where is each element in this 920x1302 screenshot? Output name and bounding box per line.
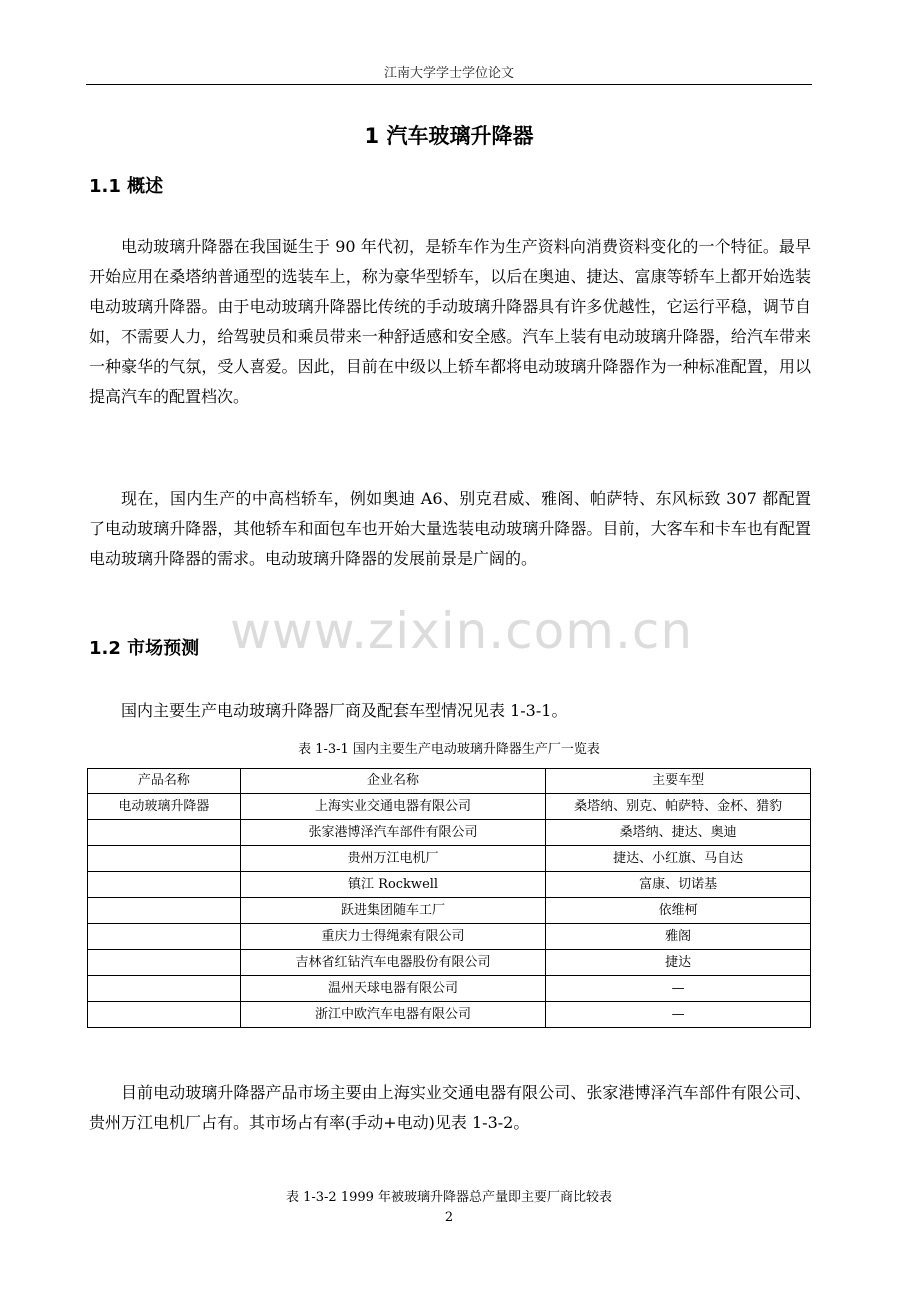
cell-product [88,846,241,872]
overview-paragraph-1: 电动玻璃升降器在我国诞生于 90 年代初，是轿车作为生产资料向消费资料变化的一个特征。最早开始应用在桑塔纳普通型的选装车上，称为豪华型轿车，以后在奥迪、捷达、富康等轿车上都开始选装电动玻璃升降器。由于电动玻璃升降器比传统的手动玻璃升降器具有许多优越性，它运行平稳，调节自如，不需要人力，给驾驶员和乘员带来一种舒适感和安全感。汽车上装有电动玻璃升降器，给汽车带来一种豪华的气氛，受人喜爱。因此，目前在中级以上轿车都将电动玻璃升降器作为一种标准配置，用以提高汽车的配置档次。 [89,237,811,406]
table-row [88,872,811,898]
table-row [88,976,811,1002]
cell-models: 依维柯 [546,898,811,924]
cell-product [88,820,241,846]
table-row [88,950,811,976]
market-share-paragraph: 目前电动玻璃升降器产品市场主要由上海实业交通电器有限公司、张家港博泽汽车部件有限公司、贵州万江电机厂占有。其市场占有率(手动+电动)见表 1-3-2。 [89,1083,811,1132]
header-divider [86,84,812,85]
section-title-overview: 1.1 概述 [89,176,164,197]
cell-company: 贵州万江电机厂 [240,846,546,872]
table-row [88,794,811,820]
running-header: 江南大学学士学位论文 [383,66,514,81]
cell-product [88,872,241,898]
cell-models: 捷达 [546,950,811,976]
cell-models: — [546,976,811,1002]
cell-company: 浙江中欧汽车电器有限公司 [240,1002,546,1028]
table-row [88,898,811,924]
cell-company: 重庆力士得绳索有限公司 [240,924,546,950]
section-title-market-forecast: 1.2 市场预测 [89,638,200,659]
cell-models: 富康、切诺基 [546,872,811,898]
table-2-caption: 表 1-3-2 1999 年被玻璃升降器总产量即主要厂商比较表 [285,1190,613,1205]
page-number: 2 [444,1210,454,1225]
watermark: www.zixin.com.cn [230,602,694,660]
header-company-name: 企业名称 [240,769,546,794]
cell-product [88,898,241,924]
cell-models: — [546,1002,811,1028]
cell-company: 温州天球电器有限公司 [240,976,546,1002]
table-row [88,820,811,846]
table-1-caption: 表 1-3-1 国内主要生产电动玻璃升降器生产厂一览表 [298,742,600,757]
manufacturer-table [87,768,811,1028]
cell-models: 捷达、小红旗、马自达 [546,846,811,872]
table-header-row [88,769,811,794]
cell-company: 镇江 Rockwell [240,872,546,898]
cell-company: 吉林省红钻汽车电器股份有限公司 [240,950,546,976]
cell-models: 桑塔纳、捷达、奥迪 [546,820,811,846]
cell-product [88,976,241,1002]
market-intro-paragraph: 国内主要生产电动玻璃升降器厂商及配套车型情况见表 1-3-1。 [121,701,568,720]
cell-product [88,924,241,950]
cell-product [88,950,241,976]
header-main-models: 主要车型 [546,769,811,794]
cell-models: 雅阁 [546,924,811,950]
cell-models: 桑塔纳、别克、帕萨特、金杯、猎豹 [546,794,811,820]
table-row [88,1002,811,1028]
table-row [88,924,811,950]
cell-company: 跃进集团随车工厂 [240,898,546,924]
table-row [88,846,811,872]
overview-paragraph-2: 现在，国内生产的中高档轿车，例如奥迪 A6、别克君威、雅阁、帕萨特、东风标致 307 都配置了电动玻璃升降器，其他轿车和面包车也开始大量选装电动玻璃升降器。目前，大客车和卡车也有配置电动玻璃升降器的需求。电动玻璃升降器的发展前景是广阔的。 [89,489,811,568]
cell-company: 张家港博泽汽车部件有限公司 [240,820,546,846]
header-product-name: 产品名称 [88,769,241,794]
cell-company: 上海实业交通电器有限公司 [240,794,546,820]
cell-product: 电动玻璃升降器 [88,794,241,820]
cell-product [88,1002,241,1028]
chapter-title: 1 汽车玻璃升降器 [364,124,534,148]
